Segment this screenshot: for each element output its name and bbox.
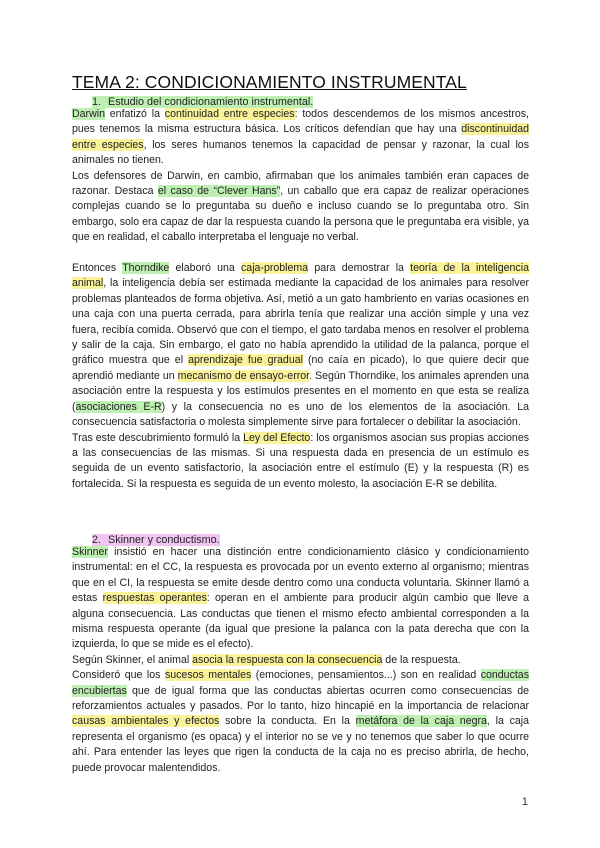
highlight-asocia: asocia la respuesta con la consecuencia	[192, 653, 383, 666]
text-run: para demostrar la	[308, 262, 411, 275]
text-run: que de igual forma que las conductas abiertas ocurren como consecuencias de reforzamientos actuales y pasados. Por lo tanto, hizo hincapié en la importancia de relacionar	[72, 684, 529, 713]
highlight-sucesos: sucesos mentales	[164, 669, 252, 682]
highlight-caja-problema: caja-problema	[241, 262, 309, 275]
page-number: 1	[521, 796, 528, 808]
section-1-number: 1.	[92, 96, 102, 108]
text-run: ) y la consecuencia no es uno de los elementos de la asociación. La consecuencia satisfactoria o molesta simplemente sirve para fortalecer o debilitar la asociación.	[72, 400, 529, 429]
highlight-darwin: Darwin	[72, 108, 105, 120]
text-run: de la respuesta.	[382, 653, 461, 666]
paragraph-skinner	[72, 545, 529, 653]
highlight-clever-hans: el caso de “Clever Hans”	[157, 185, 281, 198]
highlight-teoria: teoría de la inteligencia animal	[72, 262, 529, 290]
paragraph-thorndike	[72, 261, 529, 430]
highlight-thorndike: Thorndike	[122, 262, 170, 275]
section-1-body	[72, 107, 529, 492]
text-run: . Según Thorndike, los animales aprenden una asociación entre la respuesta y los estímulos presentes en el momento en que esta se realiza (	[72, 369, 529, 413]
highlight-respuestas-operantes: respuestas operantes	[102, 592, 207, 605]
section-2-title: Skinner y conductismo.	[108, 534, 220, 546]
document-title: TEMA 2: CONDICIONAMIENTO INSTRUMENTAL	[72, 72, 467, 92]
paragraph-clever-hans	[72, 169, 529, 246]
highlight-causas: causas ambientales y efectos	[72, 715, 220, 728]
highlight-asociaciones: asociaciones E-R	[75, 400, 162, 413]
paragraph-darwin	[72, 107, 529, 169]
text-run: : todos descendemos de los mismos ancestros, pues tenemos la misma estructura básica. Los críticos defendían que hay una	[72, 108, 529, 136]
text-run: enfatizó la	[104, 108, 165, 120]
highlight-aprendizaje: aprendizaje fue gradual	[188, 354, 303, 367]
highlight-continuidad: continuidad entre especies	[164, 108, 295, 120]
text-run: , un caballo que era capaz de realizar operaciones complejas cuando se lo preguntaba su dueño e incluso cuando se lo preguntaba otro. Sin embargo, solo era capaz de dar la respuesta cuando la persona que le preguntaba era visible, ya que en realidad, el caballo interpretaba el lenguaje no verbal.	[72, 185, 530, 244]
text-run: (emociones, pensamientos...) son en realidad	[251, 669, 481, 682]
highlight-discontinuidad: discontinuidad entre especies	[72, 123, 529, 151]
text-run: Tras este descubrimiento formuló la	[72, 431, 244, 444]
text-run: Consideró que los	[72, 669, 165, 682]
text-run: elaboró una	[169, 262, 241, 275]
highlight-mecanismo: mecanismo de ensayo-error	[177, 369, 310, 382]
text-run: (no caía en picado), lo que quiere decir que aprendió mediante un	[72, 354, 529, 382]
paragraph-sucesos	[72, 668, 529, 776]
highlight-metafora: metáfora de la caja negra	[355, 715, 487, 728]
text-run: sobre la conducta. En la	[219, 715, 356, 728]
text-run: Entonces	[72, 262, 123, 275]
highlight-encubiertas: conductas encubiertas	[72, 669, 529, 697]
section-2-body	[72, 545, 529, 776]
highlight-skinner: Skinner	[72, 546, 108, 558]
text-run: Los defensores de Darwin, en cambio, afirmaban que los animales también eran capaces de razonar. Destaca	[72, 169, 529, 198]
text-run: insistió en hacer una distinción entre condicionamiento clásico y condicionamiento instrumental: en el CC, la respuesta es provocada por un evento externo al organismo; mientras que en el CI, la respuesta se emite desde dentro como una conducta voluntaria. Skinner llamó a estas	[72, 546, 529, 605]
text-run: , los seres humanos tenemos la capacidad de pensar y razonar, la cual los animales no tienen.	[72, 138, 529, 167]
text-run: : los organismos asocian sus propias acciones a las consecuencias de las mismas. Si una respuesta dada en presencia de un estímulo es seguida de un evento satisfactorio, la asociación entre el estímulo (E) y la respuesta (R) es fortalecida. Si la respuesta es seguida de un evento molesto, la asociación E-R se debilita.	[72, 431, 530, 490]
text-run: , la caja representa el organismo (es opaca) y el interior no se ve y no tenemos que saber lo que ocurre ahí. Para entender las leyes que rigen la conducta de la caja no es preciso abrirla, de hecho, puede provocar malentendidos.	[72, 715, 530, 774]
text-run: Según Skinner, el animal	[72, 653, 193, 666]
paragraph-asocia	[72, 653, 529, 668]
text-run: , la inteligencia debía ser estimada mediante la capacidad de los animales para resolver problemas planteados de forma objetiva. Así, metió a un gato hambriento en varias ocasiones en una caja con una puerta cerrada, para abrirla tenía que realizar una acción simple y una vez fuera, recibía comida. Observó que con el tiempo, el gato tardaba menos en resolver el problema y salir de la caja. Sin embargo, el gato no había aprendido la utilidad de la palanca, porque el gráfico muestra que el	[72, 277, 529, 367]
text-run: : operan en el ambiente para producir algún cambio que lleve a alguna consecuencia. Las conductas que tienen el mismo efecto ambiental corresponden a la misma respuesta operante (da igual que presione la palanca con la pata derecha que con la izquierda, lo que se mide es el efecto).	[72, 592, 529, 651]
section-2-number: 2.	[92, 534, 102, 546]
section-1-title: Estudio del condicionamiento instrumental.	[108, 96, 314, 108]
highlight-ley-efecto: Ley del Efecto	[243, 431, 311, 444]
paragraph-ley-efecto	[72, 431, 529, 493]
